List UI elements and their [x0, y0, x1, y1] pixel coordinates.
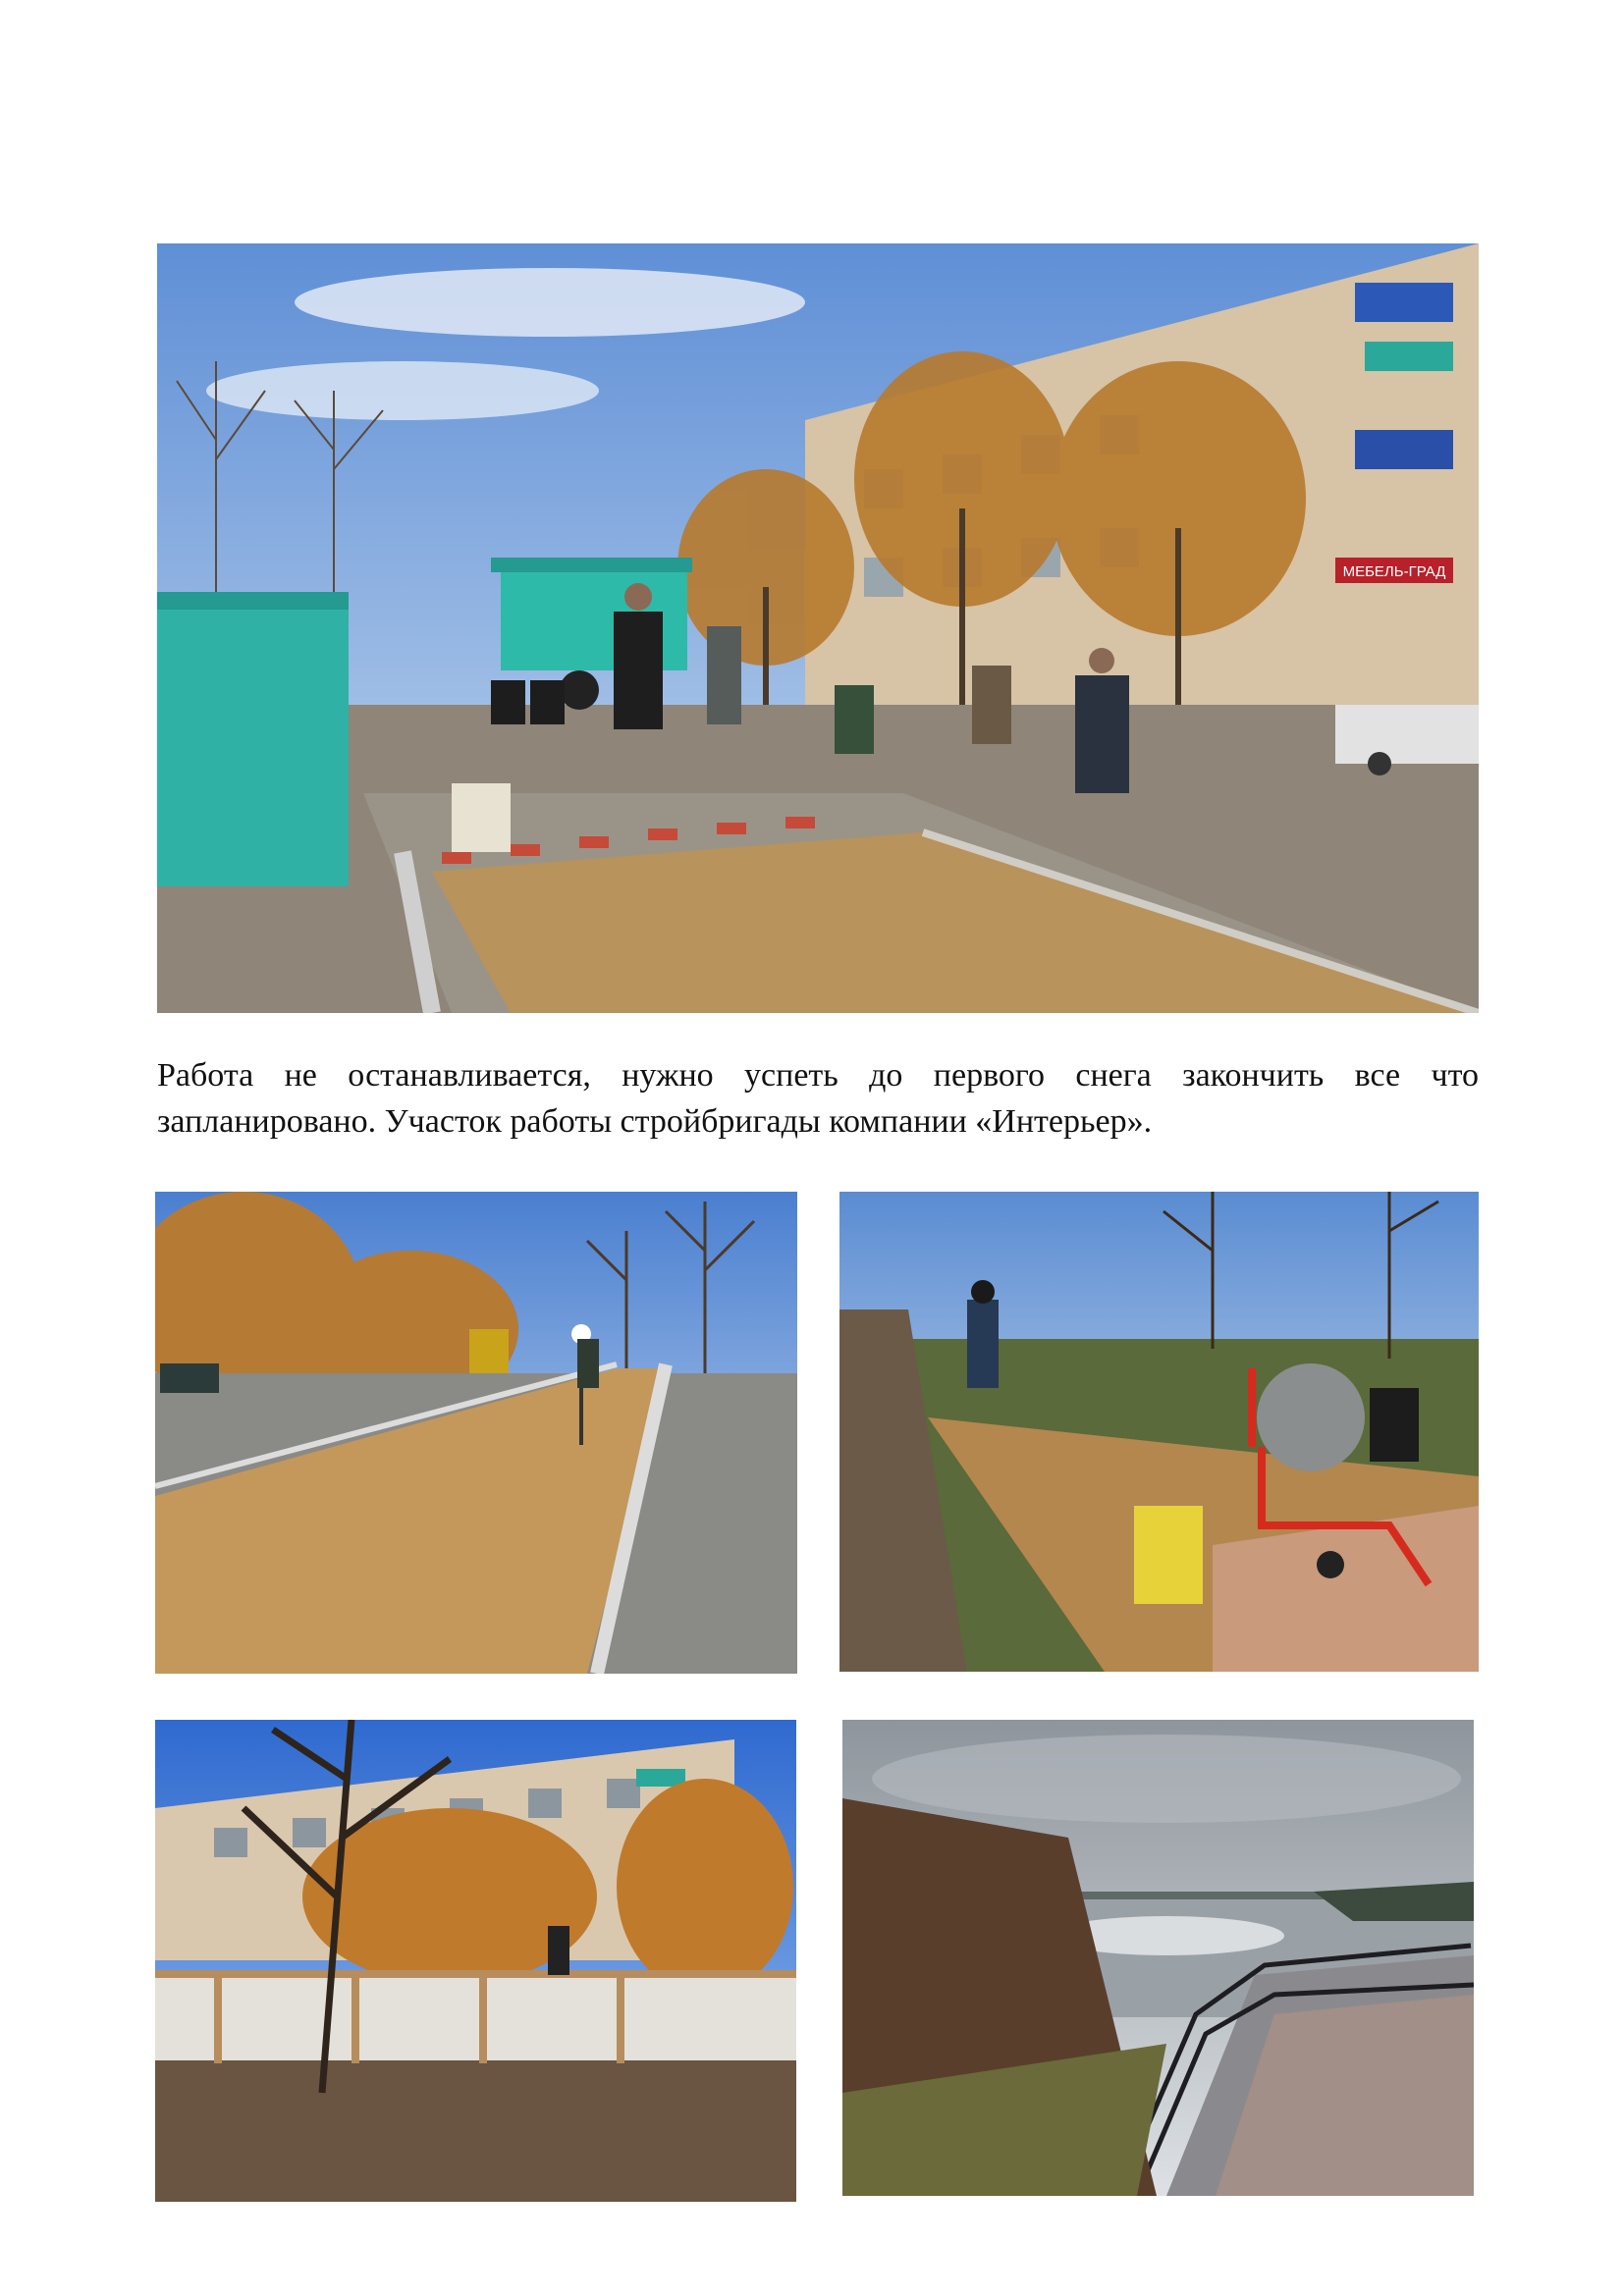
photo-construction-site: [157, 243, 1479, 1013]
photo-concrete-mixer: [839, 1192, 1479, 1672]
photo-caption: Работа не останавливается, нужно успеть до первого снега закончить все что запланировано. Участок работы стройбригады компании «Интерьер».: [157, 1057, 1479, 1140]
photo-sand-path: [155, 1192, 797, 1674]
photo-fence-building: [155, 1720, 796, 2202]
photo-river-walkway: [842, 1720, 1474, 2196]
shop-sign-text: МЕБЕЛЬ-ГРАД: [1342, 563, 1446, 580]
